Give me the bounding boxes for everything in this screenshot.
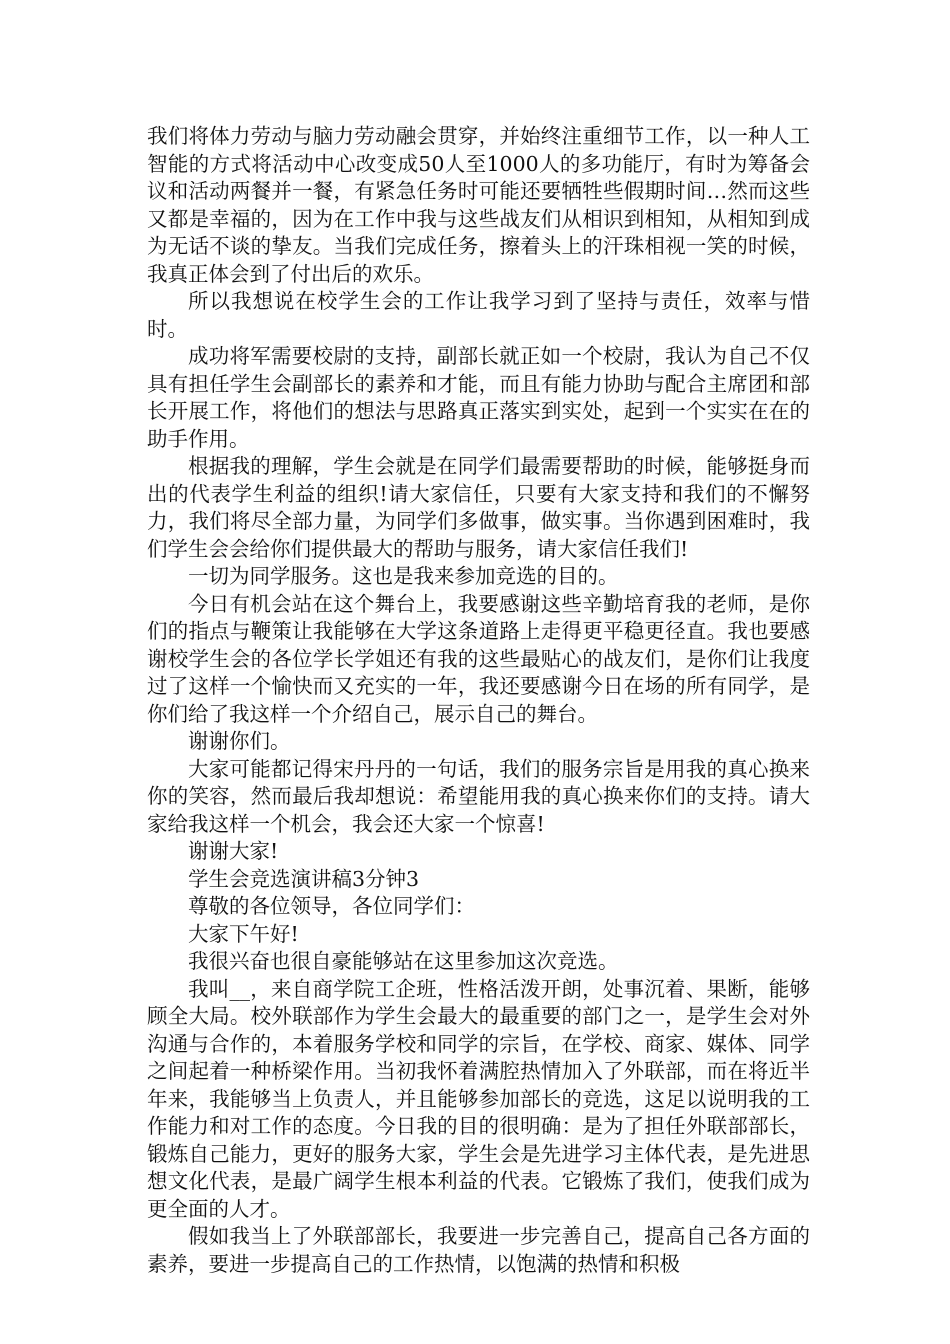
paragraph-5: 一切为同学服务。这也是我来参加竞选的目的。 bbox=[188, 564, 619, 588]
salutation: 尊敬的各位领导，各位同学们： bbox=[188, 894, 475, 918]
paragraph-6: 今日有机会站在这个舞台上，我要感谢这些辛勤培育我的老师，是你们的指点与鞭策让我能够在大学这条道路上走得更平稳更径直。我也要感谢校学生会的各位学长学姐还有我的这些最贴心的战友们，是你们让我度过了这样一个愉快而又充实的一年，我还要感谢今日在场的所有同学，是你们给了我这样一个介绍自己，展示自己的舞台。 bbox=[147, 591, 810, 726]
section-heading: 学生会竞选演讲稿3分钟3 bbox=[188, 866, 420, 891]
paragraph-2: 所以我想说在校学生会的工作让我学习到了坚持与责任，效率与惜时。 bbox=[147, 289, 810, 341]
greeting: 大家下午好! bbox=[188, 921, 299, 946]
paragraph-9: 谢谢大家! bbox=[188, 839, 279, 863]
paragraph-7: 谢谢你们。 bbox=[188, 729, 291, 753]
paragraph-1: 我们将体力劳动与脑力劳动融会贯穿，并始终注重细节工作，以一种人工智能的方式将活动中心改变成50人至1000人的多功能厅，有时为筹备会议和活动两餐并一餐，有紧急任务时可能还要牺牲些假期时间…然而这些又都是幸福的，因为在工作中我与这些战友们从相识到相知，从相知到成为无话不谈的挚友。当我们完成任务，擦着头上的汗珠相视一笑的时候，我真正体会到了付出后的欢乐。 bbox=[147, 124, 810, 286]
paragraph-4: 根据我的理解，学生会就是在同学们最需要帮助的时候，能够挺身而出的代表学生利益的组织!请大家信任，只要有大家支持和我们的不懈努力，我们将尽全部力量，为同学们多做事，做实事。当你遇到困难时，我们学生会会给你们提供最大的帮助与服务，请大家信任我们! bbox=[147, 454, 810, 561]
paragraph-14: 我叫__，来自商学院工企班，性格活泼开朗，处事沉着、果断，能够顾全大局。校外联部作为学生会最大的最重要的部门之一，是学生会对外沟通与合作的，本着服务学校和同学的宗旨，在学校、商家、媒体、同学之间起着一种桥梁作用。当初我怀着满腔热情加入了外联部，而在将近半年来，我能够当上负责人，并且能够参加部长的竞选，这足以说明我的工作能力和对工作的态度。今日我的目的很明确：是为了担任外联部部长，锻炼自己能力，更好的服务大家，学生会是先进学习主体代表，是先进思想文化代表，是最广阔学生根本利益的代表。它锻炼了我们，使我们成为更全面的人才。 bbox=[147, 976, 810, 1221]
paragraph-3: 成功将军需要校尉的支持，副部长就正如一个校尉，我认为自己不仅具有担任学生会副部长的素养和才能，而且有能力协助与配合主席团和部长开展工作，将他们的想法与思路真正落实到实处，起到一个实实在在的助手作用。 bbox=[147, 344, 810, 451]
document-body bbox=[147, 123, 810, 1278]
paragraph-13: 我很兴奋也很自豪能够站在这里参加这次竞选。 bbox=[188, 949, 619, 973]
paragraph-8: 大家可能都记得宋丹丹的一句话，我们的服务宗旨是用我的真心换来你的笑容，然而最后我却想说：希望能用我的真心换来你们的支持。请大家给我这样一个机会，我会还大家一个惊喜! bbox=[147, 756, 810, 836]
paragraph-15: 假如我当上了外联部部长，我要进一步完善自己，提高自己各方面的素养，要进一步提高自己的工作热情，以饱满的热情和积极 bbox=[147, 1224, 810, 1276]
